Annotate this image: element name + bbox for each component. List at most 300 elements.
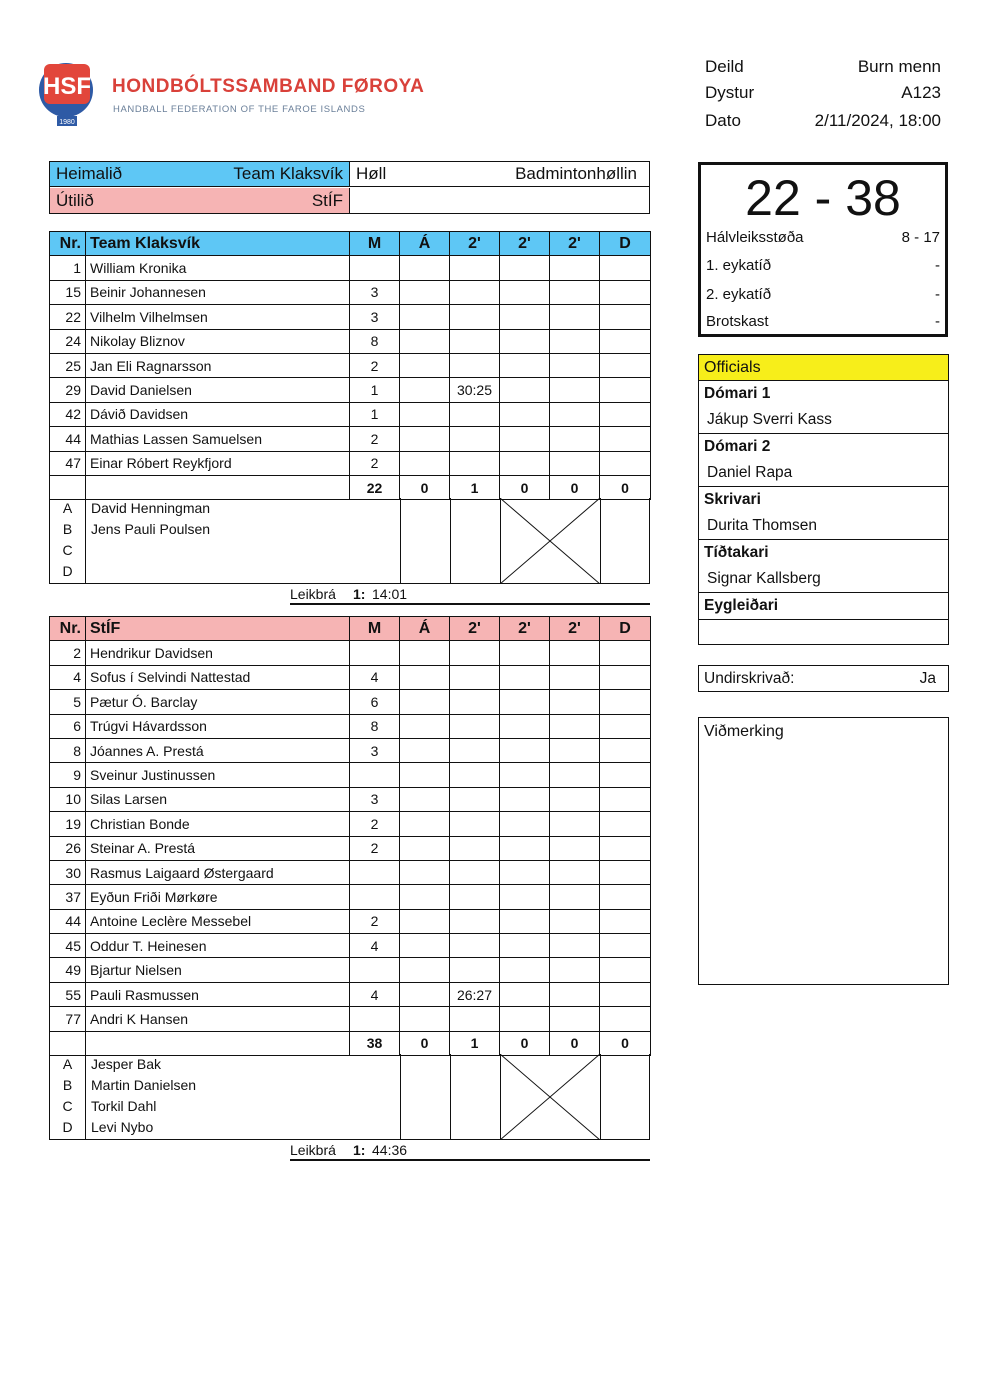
officials-box: [698, 354, 949, 645]
player-goals: 3: [350, 738, 400, 762]
total-d: 0: [600, 1031, 651, 1055]
player-suspension-3: [550, 690, 600, 714]
player-disqualification: [600, 451, 651, 475]
home-staff-box: [49, 498, 650, 584]
player-row: [50, 280, 651, 304]
dato-value: 2/11/2024, 18:00: [814, 111, 941, 130]
away-staff-box: [49, 1054, 650, 1140]
player-warning: [400, 885, 450, 909]
player-suspension-1: [450, 690, 500, 714]
player-suspension-1: [450, 427, 500, 451]
player-warning: [400, 860, 450, 884]
player-number: 1: [50, 256, 86, 280]
penalties-label: Brotskast: [706, 313, 769, 330]
player-suspension-2: [500, 690, 550, 714]
official-role: Eygleiðari: [704, 597, 779, 614]
staff-name: [91, 540, 210, 561]
player-disqualification: [600, 714, 651, 738]
player-warning: [400, 665, 450, 689]
col-2min-2: 2': [500, 232, 550, 256]
player-disqualification: [600, 641, 651, 665]
player-suspension-1: [450, 934, 500, 958]
table-header: [50, 232, 651, 256]
player-name: Christian Bonde: [86, 812, 350, 836]
total-m: 38: [350, 1031, 400, 1055]
overtime1-label: 1. eykatíð: [706, 257, 772, 274]
staff-letter: B: [62, 521, 73, 537]
player-disqualification: [600, 787, 651, 811]
player-name: Jóannes A. Prestá: [86, 738, 350, 762]
staff-letters: [50, 1054, 86, 1139]
player-suspension-2: [500, 836, 550, 860]
timeout-time: 14:01: [372, 586, 408, 602]
player-suspension-3: [550, 909, 600, 933]
player-suspension-3: [550, 812, 600, 836]
player-name: Sveinur Justinussen: [86, 763, 350, 787]
player-row: [50, 982, 651, 1006]
halftime-value: 8 - 17: [901, 229, 940, 246]
player-suspension-1: [450, 280, 500, 304]
player-number: 8: [50, 738, 86, 762]
player-suspension-2: [500, 280, 550, 304]
official-role: Skrivari: [704, 491, 761, 508]
player-row: [50, 256, 651, 280]
col-a: Á: [400, 617, 450, 641]
teams-header: [49, 161, 650, 214]
total-d: 0: [600, 475, 651, 499]
player-row: [50, 763, 651, 787]
player-number: 4: [50, 665, 86, 689]
player-suspension-2: [500, 451, 550, 475]
player-goals: [350, 958, 400, 982]
player-suspension-1: [450, 787, 500, 811]
player-name: Hendrikur Davidsen: [86, 641, 350, 665]
player-row: [50, 836, 651, 860]
player-suspension-3: [550, 982, 600, 1006]
staff-letter: D: [62, 563, 73, 579]
penalties-value: -: [935, 313, 940, 330]
divider: [450, 1054, 451, 1139]
player-row: [50, 641, 651, 665]
player-number: 30: [50, 860, 86, 884]
col-m: M: [350, 232, 400, 256]
total-t3: 0: [550, 1031, 600, 1055]
official-role: Dómari 2: [704, 438, 771, 455]
player-suspension-3: [550, 305, 600, 329]
player-suspension-3: [550, 451, 600, 475]
staff-name: Jesper Bak: [91, 1056, 162, 1072]
player-name: Rasmus Laigaard Østergaard: [86, 860, 350, 884]
totals-blank: [86, 475, 350, 499]
player-suspension-1: [450, 402, 500, 426]
player-name: Pætur Ó. Barclay: [86, 690, 350, 714]
cross-out-icon: [500, 498, 600, 584]
player-row: [50, 427, 651, 451]
staff-letter: A: [62, 1056, 73, 1072]
player-suspension-2: [500, 738, 550, 762]
player-suspension-3: [550, 934, 600, 958]
player-number: 10: [50, 787, 86, 811]
player-suspension-1: [450, 305, 500, 329]
player-number: 6: [50, 714, 86, 738]
player-goals: 8: [350, 329, 400, 353]
player-disqualification: [600, 812, 651, 836]
player-disqualification: [600, 885, 651, 909]
player-name: David Danielsen: [86, 378, 350, 402]
cross-out-icon: [500, 1054, 600, 1140]
info-row-dystur: [705, 82, 941, 108]
player-number: 24: [50, 329, 86, 353]
info-row-dato: [705, 110, 941, 136]
player-suspension-3: [550, 353, 600, 377]
halftime-row: [706, 229, 940, 246]
totals-blank: [50, 1031, 86, 1055]
player-suspension-1: [450, 909, 500, 933]
player-suspension-1: [450, 958, 500, 982]
player-row: [50, 787, 651, 811]
dato-label: Dato: [705, 111, 741, 130]
player-row: [50, 885, 651, 909]
hall-name: Badmintonhøllin: [515, 164, 637, 183]
player-number: 45: [50, 934, 86, 958]
dystur-value: A123: [901, 83, 941, 102]
overtime1-value: -: [935, 257, 940, 274]
player-suspension-1: 30:25: [450, 378, 500, 402]
player-number: 37: [50, 885, 86, 909]
score-box: [698, 162, 948, 337]
home-team-name: Team Klaksvík: [233, 164, 343, 183]
total-t1: 1: [450, 475, 500, 499]
timeout-number: 1:: [353, 586, 366, 602]
staff-letter: C: [62, 542, 73, 558]
signed-label: Undirskrivað:: [704, 669, 795, 687]
col-2min-3: 2': [550, 232, 600, 256]
player-suspension-3: [550, 402, 600, 426]
player-name: Dávið Davidsen: [86, 402, 350, 426]
player-suspension-3: [550, 836, 600, 860]
player-goals: 1: [350, 378, 400, 402]
timeout-label: Leikbrá: [290, 586, 336, 602]
player-warning: [400, 763, 450, 787]
player-suspension-2: [500, 305, 550, 329]
player-suspension-2: [500, 714, 550, 738]
totals-blank: [86, 1031, 350, 1055]
player-disqualification: [600, 763, 651, 787]
player-goals: [350, 641, 400, 665]
player-goals: [350, 1007, 400, 1031]
player-number: 42: [50, 402, 86, 426]
player-disqualification: [600, 305, 651, 329]
player-goals: 1: [350, 402, 400, 426]
away-team-name: StÍF: [311, 190, 343, 210]
player-suspension-1: [450, 641, 500, 665]
player-row: [50, 860, 651, 884]
player-goals: 2: [350, 427, 400, 451]
player-goals: 3: [350, 305, 400, 329]
player-name: Silas Larsen: [86, 787, 350, 811]
col-2min-2: 2': [500, 617, 550, 641]
away-roster-table: [49, 616, 651, 1056]
svg-text:HSF: HSF: [43, 73, 91, 100]
staff-name: Torkil Dahl: [91, 1098, 157, 1114]
divider: [400, 1054, 401, 1139]
player-goals: [350, 763, 400, 787]
player-disqualification: [600, 329, 651, 353]
player-number: 29: [50, 378, 86, 402]
player-suspension-1: [450, 738, 500, 762]
total-a: 0: [400, 1031, 450, 1055]
player-suspension-1: [450, 1007, 500, 1031]
player-disqualification: [600, 427, 651, 451]
player-goals: 2: [350, 353, 400, 377]
player-warning: [400, 738, 450, 762]
player-number: 44: [50, 909, 86, 933]
total-t1: 1: [450, 1031, 500, 1055]
player-goals: 3: [350, 280, 400, 304]
signed-value: Ja: [919, 669, 936, 687]
player-suspension-2: [500, 958, 550, 982]
player-row: [50, 1007, 651, 1031]
player-disqualification: [600, 690, 651, 714]
player-suspension-3: [550, 256, 600, 280]
official-entry: [699, 593, 948, 644]
player-suspension-1: [450, 353, 500, 377]
player-warning: [400, 402, 450, 426]
home-team-cell: [50, 162, 350, 186]
player-name: Nikolay Bliznov: [86, 329, 350, 353]
timeout-label: Leikbrá: [290, 1142, 336, 1158]
total-t2: 0: [500, 475, 550, 499]
player-disqualification: [600, 280, 651, 304]
player-warning: [400, 353, 450, 377]
player-suspension-1: [450, 665, 500, 689]
deild-label: Deild: [705, 57, 744, 76]
penalties-row: [706, 313, 940, 330]
divider: [400, 498, 401, 583]
staff-name: [91, 561, 210, 582]
player-warning: [400, 958, 450, 982]
player-name: Oddur T. Heinesen: [86, 934, 350, 958]
away-label: Útilið: [56, 190, 94, 210]
player-suspension-1: [450, 860, 500, 884]
official-role: Dómari 1: [704, 385, 771, 402]
player-row: [50, 738, 651, 762]
col-2min-1: 2': [450, 232, 500, 256]
remarks-label: Viðmerking: [704, 723, 784, 740]
player-suspension-2: [500, 665, 550, 689]
player-goals: 6: [350, 690, 400, 714]
timeout-number: 1:: [353, 1142, 366, 1158]
player-number: 9: [50, 763, 86, 787]
player-suspension-2: [500, 909, 550, 933]
official-name-empty: [699, 619, 948, 644]
player-suspension-3: [550, 378, 600, 402]
player-disqualification: [600, 738, 651, 762]
player-goals: 2: [350, 451, 400, 475]
player-disqualification: [600, 836, 651, 860]
player-suspension-2: [500, 982, 550, 1006]
player-suspension-3: [550, 860, 600, 884]
player-goals: 4: [350, 982, 400, 1006]
player-row: [50, 451, 651, 475]
col-d: D: [600, 617, 651, 641]
player-name: Trúgvi Hávardsson: [86, 714, 350, 738]
col-team-name: Team Klaksvík: [86, 232, 350, 256]
col-m: M: [350, 617, 400, 641]
staff-names: [91, 498, 210, 582]
player-suspension-1: [450, 329, 500, 353]
player-suspension-3: [550, 738, 600, 762]
player-name: Antoine Leclère Messebel: [86, 909, 350, 933]
overtime2-row: [706, 286, 940, 303]
player-suspension-2: [500, 885, 550, 909]
player-warning: [400, 280, 450, 304]
player-suspension-3: [550, 714, 600, 738]
player-suspension-3: [550, 280, 600, 304]
total-a: 0: [400, 475, 450, 499]
overtime1-row: [706, 257, 940, 274]
empty-cell: [350, 188, 649, 213]
player-disqualification: [600, 982, 651, 1006]
player-suspension-1: [450, 812, 500, 836]
player-warning: [400, 427, 450, 451]
player-goals: 2: [350, 812, 400, 836]
player-goals: [350, 860, 400, 884]
player-number: 19: [50, 812, 86, 836]
player-name: Bjartur Nielsen: [86, 958, 350, 982]
player-warning: [400, 690, 450, 714]
player-suspension-1: [450, 885, 500, 909]
player-name: Steinar A. Prestá: [86, 836, 350, 860]
player-number: 26: [50, 836, 86, 860]
player-warning: [400, 1007, 450, 1031]
hsf-emblem-icon: [38, 60, 98, 132]
staff-name: Jens Pauli Poulsen: [91, 521, 211, 537]
home-roster-table: [49, 231, 651, 500]
player-warning: [400, 305, 450, 329]
player-name: Mathias Lassen Samuelsen: [86, 427, 350, 451]
col-nr: Nr.: [50, 617, 86, 641]
player-suspension-3: [550, 958, 600, 982]
total-t2: 0: [500, 1031, 550, 1055]
player-suspension-2: [500, 1007, 550, 1031]
final-score: 22 - 38: [745, 170, 901, 226]
player-disqualification: [600, 934, 651, 958]
official-entry: [699, 434, 948, 487]
official-entry: [699, 487, 948, 540]
col-d: D: [600, 232, 651, 256]
player-suspension-1: [450, 256, 500, 280]
player-name: Jan Eli Ragnarsson: [86, 353, 350, 377]
official-name: Signar Kallsberg: [707, 570, 821, 587]
divider: [450, 498, 451, 583]
player-warning: [400, 982, 450, 1006]
player-suspension-2: [500, 402, 550, 426]
player-suspension-2: [500, 353, 550, 377]
player-goals: 4: [350, 934, 400, 958]
col-a: Á: [400, 232, 450, 256]
player-suspension-1: [450, 714, 500, 738]
player-suspension-2: [500, 860, 550, 884]
player-row: [50, 305, 651, 329]
player-disqualification: [600, 256, 651, 280]
divider: [600, 498, 601, 583]
halftime-label: Hálvleiksstøða: [706, 229, 804, 246]
staff-name: David Henningman: [91, 500, 211, 516]
totals-blank: [50, 475, 86, 499]
player-disqualification: [600, 378, 651, 402]
player-name: Eyðun Friði Mørkøre: [86, 885, 350, 909]
total-m: 22: [350, 475, 400, 499]
player-number: 2: [50, 641, 86, 665]
player-goals: [350, 885, 400, 909]
hall-cell: [350, 162, 649, 186]
player-suspension-2: [500, 256, 550, 280]
player-warning: [400, 909, 450, 933]
player-warning: [400, 934, 450, 958]
player-name: Andri K Hansen: [86, 1007, 350, 1031]
player-number: 77: [50, 1007, 86, 1031]
player-disqualification: [600, 909, 651, 933]
player-suspension-3: [550, 763, 600, 787]
player-goals: 3: [350, 787, 400, 811]
player-suspension-2: [500, 427, 550, 451]
staff-name: Martin Danielsen: [91, 1077, 197, 1093]
player-warning: [400, 812, 450, 836]
player-disqualification: [600, 1007, 651, 1031]
player-row: [50, 690, 651, 714]
home-timeout: [290, 585, 650, 605]
table-header: [50, 617, 651, 641]
player-suspension-1: [450, 836, 500, 860]
player-name: Beinir Johannesen: [86, 280, 350, 304]
away-team-cell: [50, 188, 350, 213]
hall-label: Høll: [356, 164, 387, 183]
player-name: Pauli Rasmussen: [86, 982, 350, 1006]
home-label: Heimalið: [56, 164, 123, 183]
player-suspension-3: [550, 1007, 600, 1031]
player-suspension-3: [550, 641, 600, 665]
match-info: [705, 56, 941, 136]
player-suspension-1: 26:27: [450, 982, 500, 1006]
player-number: 55: [50, 982, 86, 1006]
svg-text:1980: 1980: [59, 119, 75, 126]
player-row: [50, 402, 651, 426]
player-suspension-3: [550, 329, 600, 353]
player-suspension-3: [550, 665, 600, 689]
official-entry: [699, 540, 948, 593]
staff-letter: C: [62, 1098, 73, 1114]
player-name: Vilhelm Vilhelmsen: [86, 305, 350, 329]
player-suspension-2: [500, 378, 550, 402]
official-name: Daniel Rapa: [707, 464, 793, 481]
divider: [600, 1054, 601, 1139]
player-name: Einar Róbert Reykfjord: [86, 451, 350, 475]
player-number: 25: [50, 353, 86, 377]
player-row: [50, 958, 651, 982]
player-suspension-3: [550, 885, 600, 909]
player-suspension-3: [550, 427, 600, 451]
signed-row: [698, 665, 949, 692]
staff-letter: A: [62, 500, 73, 516]
player-row: [50, 329, 651, 353]
player-number: 5: [50, 690, 86, 714]
federation-name: HONDBÓLTSSAMBAND FØROYA: [112, 76, 425, 97]
player-disqualification: [600, 665, 651, 689]
official-name: Jákup Sverri Kass: [707, 411, 832, 428]
player-suspension-2: [500, 763, 550, 787]
player-row: [50, 714, 651, 738]
